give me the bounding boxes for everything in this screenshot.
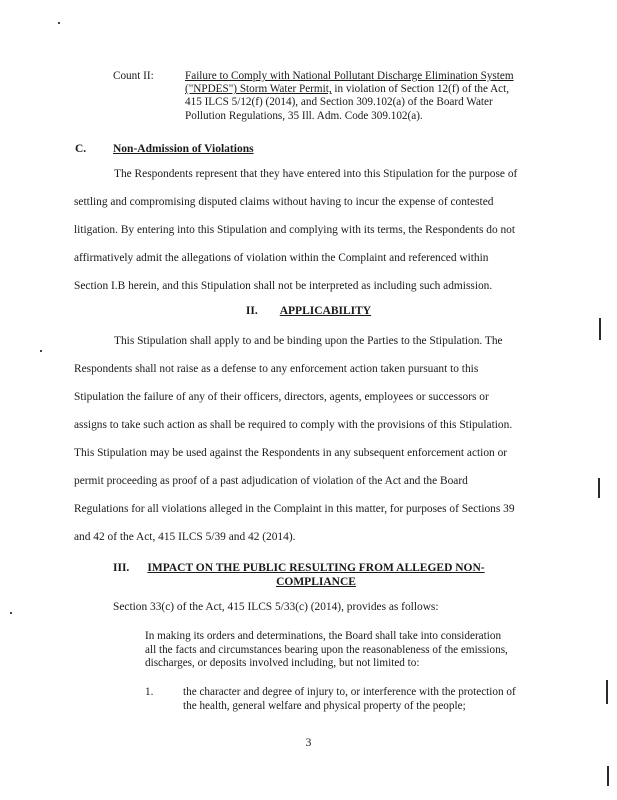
section-iii-number: III. [113, 562, 130, 574]
count-title-line2: ("NPDES") Storm Water Permit, [185, 83, 332, 96]
paragraph-line: litigation. By entering into this Stipulation and complying with its terms, the Respondents do not [74, 224, 516, 236]
count-title-line1: Failure to Comply with National Pollutant Discharge Elimination System [185, 70, 514, 82]
count-line3: 415 ILCS 5/12(f) (2014), and Section 309.102(a) of the Board Water [185, 96, 493, 109]
count-description [185, 70, 555, 123]
quote-line: discharges, or deposits involved including, but not limited to: [145, 657, 420, 669]
section-iii-title-line2: COMPLIANCE [276, 576, 356, 588]
paragraph-line: settling and compromising disputed claims without having to incur the expense of contested [74, 196, 494, 208]
list-item-line: the health, general welfare and physical property of the people; [183, 699, 466, 712]
section-ii-heading [0, 305, 617, 317]
quote-line: In making its orders and determinations, the Board shall take into consideration [145, 630, 502, 642]
count-rest-line2: in violation of Section 12(f) of the Act, [331, 83, 510, 96]
paragraph-line: This Stipulation shall apply to and be binding upon the Parties to the Stipulation. The [114, 335, 503, 347]
section-33c-intro: Section 33(c) of the Act, 415 ILCS 5/33(c) (2014), provides as follows: [113, 601, 439, 613]
paragraph-line: affirmatively admit the allegations of violation within the Complaint and referenced within [74, 252, 489, 264]
list-item-number: 1. [145, 686, 154, 698]
section-c-letter: C. [75, 143, 87, 155]
section-iii-title [146, 561, 486, 589]
list-item-line: the character and degree of injury to, or interference with the protection of [183, 686, 516, 698]
paragraph-line: Respondents shall not raise as a defense to any enforcement action taken pursuant to this [74, 363, 479, 375]
paragraph-line: assigns to take such action as shall be required to comply with the provisions of this Stipulation. [74, 419, 513, 431]
scan-margin-mark [599, 318, 601, 340]
scan-margin-mark [598, 478, 600, 498]
block-quote [145, 630, 545, 671]
scan-margin-mark [607, 766, 609, 786]
list-item-text [183, 686, 553, 713]
count-label: Count II: [113, 70, 154, 82]
paragraph-line: permit proceeding as proof of a past adjudication of violation of the Act and the Board [74, 475, 468, 487]
section-iii-title-line1: IMPACT ON THE PUBLIC RESULTING FROM ALLEGED NON- [147, 562, 485, 574]
quote-line: all the facts and circumstances bearing upon the reasonableness of the emissions, [145, 643, 508, 656]
scan-speck [10, 612, 12, 614]
paragraph-line: Section I.B herein, and this Stipulation shall not be interpreted as including such admission. [74, 280, 493, 292]
section-ii-number: II. [245, 305, 258, 317]
scan-speck [40, 350, 42, 352]
paragraph-line: Stipulation the failure of any of their officers, directors, agents, employees or successors or [74, 391, 489, 403]
count-line4: Pollution Regulations, 35 Ill. Adm. Code 309.102(a). [185, 109, 423, 122]
section-ii-title: APPLICABILITY [279, 305, 372, 317]
non-admission-paragraph [74, 160, 544, 300]
scan-speck [58, 22, 60, 24]
scan-margin-mark [606, 680, 608, 704]
paragraph-line: The Respondents represent that they have entered into this Stipulation for the purpose of [114, 168, 518, 180]
page-number: 3 [305, 737, 312, 749]
paragraph-line: and 42 of the Act, 415 ILCS 5/39 and 42 (2014). [74, 531, 296, 543]
applicability-paragraph [74, 327, 544, 551]
paragraph-line: Regulations for all violations alleged in the Complaint in this matter, for purposes of Sections 39 [74, 503, 515, 515]
paragraph-line: This Stipulation may be used against the Respondents in any subsequent enforcement action or [74, 447, 508, 459]
section-c-title: Non-Admission of Violations [113, 143, 254, 155]
section-c-heading [75, 143, 254, 155]
